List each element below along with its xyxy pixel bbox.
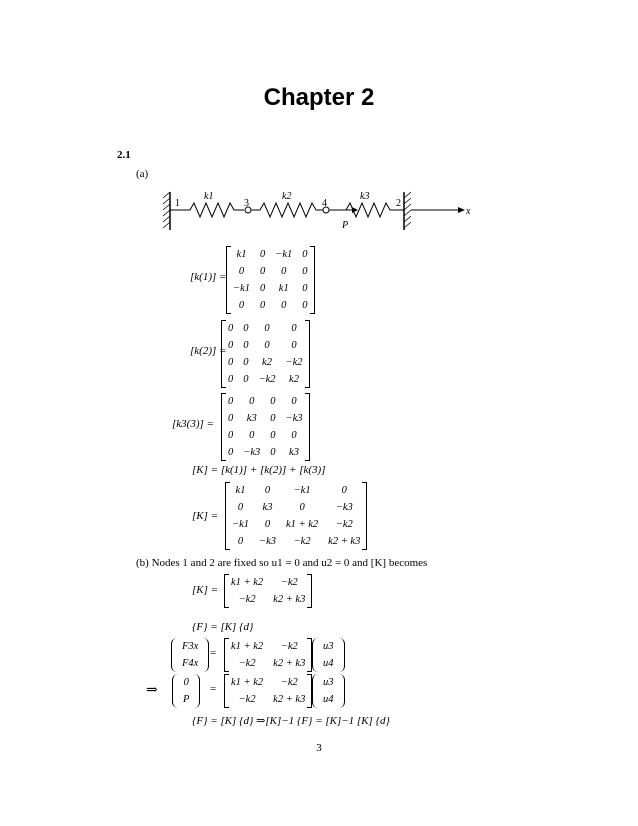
F-vector [177, 638, 203, 672]
matrix-cell: u4 [323, 694, 334, 705]
node-label-1: 1 [175, 198, 180, 209]
matrix-cell: 0 [291, 340, 297, 351]
matrix-cell: k1 + k2 [286, 519, 319, 530]
node-label-4: 4 [322, 198, 327, 209]
P-vector [178, 674, 194, 708]
matrix-cell: 0 [264, 485, 271, 496]
node-label-3: 3 [244, 198, 249, 209]
load-label: P [342, 220, 349, 231]
matrix-cell: −k1 [233, 283, 250, 294]
matrix-cell: 0 [302, 266, 308, 277]
matrix-cell: u3 [323, 641, 334, 652]
spring-label-k3: k3 [360, 191, 370, 202]
matrix-cell: k1 [236, 249, 247, 260]
matrix-cell: k3 [246, 413, 257, 424]
matrix-cell: −k2 [280, 577, 298, 588]
matrix-cell: 0 [228, 340, 234, 351]
matrix-cell: u4 [323, 658, 334, 669]
matrix-cell: 0 [260, 249, 266, 260]
matrix-cell: 0 [264, 519, 271, 530]
k3-label: [k3(3)] = [172, 418, 214, 430]
matrix-cell: 0 [264, 340, 270, 351]
matrix-cell: 0 [228, 323, 234, 334]
k2-matrix [223, 320, 308, 388]
part-b-text: (b) Nodes 1 and 2 are fixed so u1 = 0 and u2 = 0 and [K] becomes [136, 557, 428, 569]
K-label: [K] = [192, 510, 219, 522]
matrix-cell: 0 [281, 266, 287, 277]
matrix-cell: k1 + k2 [231, 577, 264, 588]
matrix-cell: 0 [237, 536, 244, 547]
matrix-cell: 0 [260, 283, 266, 294]
implies-symbol: ⇒ [146, 683, 158, 698]
matrix-cell: 0 [249, 430, 255, 441]
matrix-cell: k3 [262, 502, 273, 513]
matrix-cell: 0 [291, 396, 297, 407]
k2-label: [k(2)] = [190, 345, 227, 357]
matrix-cell: 0 [183, 677, 189, 688]
matrix-cell: −k2 [238, 694, 256, 705]
matrix-cell: 0 [243, 340, 249, 351]
u-vector [318, 638, 339, 672]
matrix-cell: 0 [238, 266, 245, 277]
equals-2: = [210, 683, 217, 695]
matrix-cell: k2 + k3 [273, 658, 306, 669]
matrix-cell: 0 [270, 430, 276, 441]
matrix-cell: 0 [228, 430, 234, 441]
matrix-cell: −k3 [243, 447, 261, 458]
matrix-cell: 0 [291, 430, 297, 441]
matrix-cell: −k2 [280, 641, 298, 652]
matrix-cell: k2 [262, 357, 272, 368]
matrix-cell: 0 [270, 447, 276, 458]
matrix-cell: 0 [260, 266, 266, 277]
matrix-cell: −k2 [238, 658, 256, 669]
matrix-cell: k1 + k2 [231, 641, 264, 652]
matrix-cell: 0 [281, 300, 287, 311]
matrix-cell: F4x [182, 658, 199, 669]
assembly-equation: [K] = [k(1)] + [k(2)] + [k(3)] [192, 464, 326, 476]
spring-diagram [160, 186, 480, 238]
matrix-cell: 0 [238, 300, 245, 311]
matrix-cell: k2 + k3 [273, 694, 306, 705]
K-reduced-matrix-3 [226, 674, 310, 708]
k1-matrix [228, 246, 313, 314]
force-equation: {F} = [K] {d} [192, 621, 254, 633]
u-vector-2 [318, 674, 339, 708]
k1-label: [k(1)] = [190, 271, 227, 283]
matrix-cell: −k3 [259, 536, 276, 547]
matrix-cell: k2 + k3 [328, 536, 361, 547]
matrix-cell: k1 + k2 [231, 677, 264, 688]
matrix-cell: 0 [237, 502, 244, 513]
page-number: 3 [316, 742, 322, 754]
matrix-cell: 0 [228, 357, 234, 368]
matrix-cell: 0 [302, 283, 308, 294]
matrix-cell: −k2 [293, 536, 311, 547]
matrix-cell: k3 [289, 447, 299, 458]
matrix-cell: k1 [235, 485, 246, 496]
matrix-cell: 0 [299, 502, 305, 513]
part-a-label: (a) [136, 168, 149, 180]
spring-label-k1: k1 [204, 191, 214, 202]
node-label-2: 2 [396, 198, 401, 209]
K-reduced-matrix [226, 574, 310, 608]
matrix-cell: −k1 [293, 485, 311, 496]
matrix-cell: 0 [243, 357, 249, 368]
matrix-cell: F3x [182, 641, 199, 652]
matrix-cell: −k2 [258, 374, 276, 385]
matrix-cell: −k2 [238, 594, 256, 605]
matrix-cell: k2 [289, 374, 299, 385]
matrix-cell: −k3 [285, 413, 303, 424]
matrix-cell: u3 [323, 677, 334, 688]
k3-matrix [223, 393, 308, 461]
matrix-cell: 0 [228, 374, 234, 385]
matrix-cell: 0 [302, 249, 308, 260]
matrix-cell: −k2 [335, 519, 353, 530]
matrix-cell: 0 [270, 413, 276, 424]
matrix-cell: 0 [260, 300, 266, 311]
equals-1: = [210, 647, 217, 659]
spring-label-k2: k2 [282, 191, 292, 202]
matrix-cell: 0 [270, 396, 276, 407]
matrix-cell: 0 [249, 396, 255, 407]
matrix-cell: −k3 [335, 502, 353, 513]
matrix-cell: 0 [264, 323, 270, 334]
matrix-cell: 0 [302, 300, 308, 311]
problem-number: 2.1 [117, 149, 131, 161]
chapter-title: Chapter 2 [263, 84, 375, 111]
matrix-cell: k1 [278, 283, 289, 294]
matrix-cell: 0 [228, 413, 234, 424]
matrix-cell: −k2 [280, 677, 298, 688]
matrix-cell: 0 [228, 396, 234, 407]
matrix-cell: 0 [243, 374, 249, 385]
matrix-cell: 0 [243, 323, 249, 334]
matrix-cell: 0 [228, 447, 234, 458]
K-reduced-label: [K] = [192, 584, 219, 596]
K-reduced-matrix-2 [226, 638, 310, 672]
axis-label: x [466, 206, 471, 217]
K-matrix [227, 482, 365, 550]
matrix-cell: k2 + k3 [273, 594, 306, 605]
matrix-cell: 0 [291, 323, 297, 334]
matrix-cell: −k1 [275, 249, 293, 260]
final-equation: {F} = [K] {d} ⇒[K]−1 {F} = [K]−1 [K] {d} [192, 715, 390, 727]
matrix-cell: −k1 [232, 519, 249, 530]
matrix-cell: −k2 [285, 357, 303, 368]
matrix-cell: P [183, 694, 190, 705]
matrix-cell: 0 [341, 485, 347, 496]
